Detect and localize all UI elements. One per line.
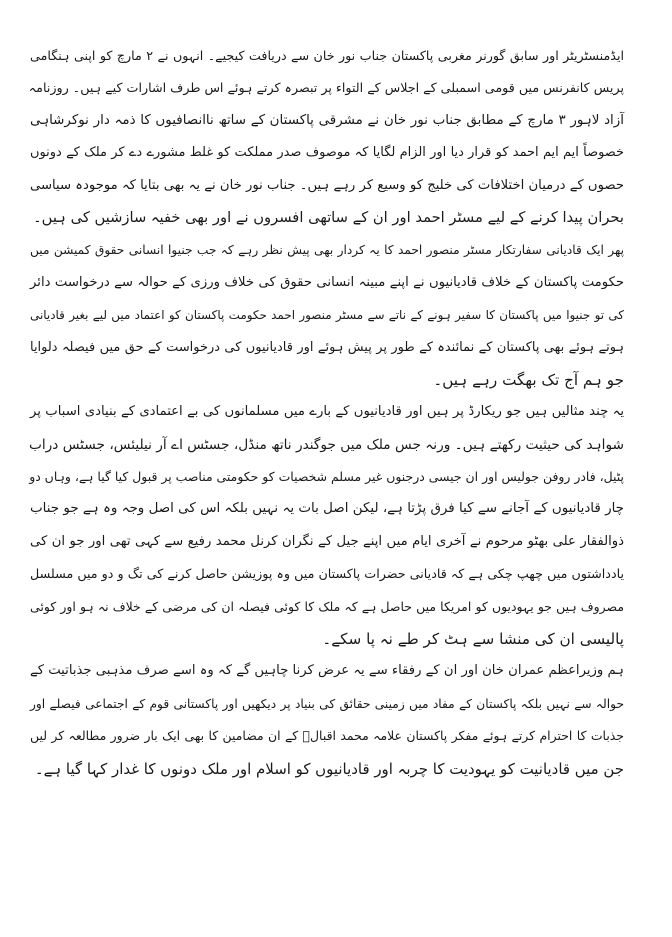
text-line: جذبات کا احترام کرتے ہوئے مفکر پاکستان علامہ محمد اقبالؒ کے ان مضامین کا بھی ایک بار ضرور مطالعہ کر لیں [30,728,624,744]
text-line: جن میں قادیانیت کو یہودیت کا چربہ اور قادیانیوں کو اسلام اور ملک دونوں کا غدار کہا گیا ہے۔ [34,759,624,778]
text-line: کی تو جنیوا میں پاکستان کا سفیر ہونے کے ناتے سے مسٹر منصور احمد حکومت پاکستان کو اعتماد میں لیے بغیر قادیانی [30,308,624,323]
text-line: حوالہ سے نہیں بلکہ پاکستان کے مفاد میں زمینی حقائق کی بنیاد پر دیکھیں اور پاکستانی قوم کے اجتماعی فیصلے اور [30,696,624,711]
text-line: شواہد کی حیثیت رکھتے ہیں۔ ورنہ جس ملک میں جوگندر ناتھ منڈل، جسٹس اے آر نیلیئس، جسٹس دراب [28,436,624,453]
text-line: جو ہم آج تک بھگت رہے ہیں۔ [433,370,624,389]
text-line: پٹیل، فادر روفن جولیس اور ان جیسی درجنوں غیر مسلم شخصیات کو حکومتی مناصب پر قبول کیا گیا ہے، وہاں دو [29,469,624,485]
text-line: پھر ایک قادیانی سفارتکار مسٹر منصور احمد کا یہ کردار بھی پیش نظر رہے کہ جب جنیوا انسانی حقوق کمیشن میں [30,243,624,258]
text-line: آزاد لاہور ۳ مارچ کے مطابق جناب نور خان نے مشرقی پاکستان کے ساتھ ناانصافیوں کا ذمہ دار نوکرشاہی [30,112,625,128]
text-line: ہوتے ہوئے بھی پاکستان کے نمائندہ کے طور پر پیش ہوئے اور قادیانیوں کی درخواست کے حق میں فیصلہ دلوایا [30,339,624,355]
text-line: ہم وزیراعظم عمران خان اور ان کے رفقاء سے یہ عرض کرنا چاہیں گے کہ وہ اسے صرف مذہبی جذباتیت کے [30,663,624,679]
paragraph-3 [30,396,624,655]
text-line: حصوں کے درمیان اختلافات کی خلیج کو وسیع کر رہے ہیں۔ جناب نور خان نے یہ بھی بتایا کہ موجودہ سیاسی [30,177,624,193]
text-line: بحران پیدا کرنے کے لیے مسٹر احمد اور ان کے ساتھی افسروں نے اور بھی خفیہ سازشیں کی ہیں۔ [33,208,624,226]
text-line: پریس کانفرنس میں قومی اسمبلی کے اجلاس کے التواء پر تبصرہ کرتے ہوئے اس طرف اشارات کیے ہیں۔ روزنامہ [28,80,624,96]
text-line: چار قادیانیوں کے آجانے سے کیا فرق پڑتا ہے، لیکن اصل بات یہ نہیں بلکہ اس کی اصل وجہ وہ ہے جو جناب [30,501,624,517]
paragraph-2 [30,234,624,396]
paragraph-4 [30,655,624,785]
text-line: مصروف ہیں جو یہودیوں کو امریکا میں حاصل ہے کہ ملک کا کوئی فیصلہ ان کی مرضی کے خلاف نہ ہو اور کوئی [30,598,624,614]
text-line: حکومت پاکستان کے خلاف قادیانیوں نے اپنے مبینہ انسانی حقوق کی خلاف ورزی کے حوالہ سے درخواست دائر [30,274,624,290]
document-page [30,40,624,785]
text-line: یادداشتوں میں چھپ چکی ہے کہ قادیانی حضرات پاکستان میں وہ پوزیشن حاصل کرنے کی تگ و دو میں مسلسل [30,566,624,582]
paragraph-1 [30,40,624,234]
text-line: پالیسی ان کی منشا سے ہٹ کر طے نہ پا سکے۔ [322,630,624,649]
text-line: یہ چند مثالیں ہیں جو ریکارڈ پر ہیں اور قادیانیوں کے بارے میں مسلمانوں کی بے اعتمادی کے بنیادی اسباب پر [30,404,624,420]
text-line: ذوالفقار علی بھٹو مرحوم نے آخری ایام میں اپنے جیل کے نگران کرنل محمد رفیع سے کہی تھی اور جو ان کی [30,533,624,549]
text-line: ایڈمنسٹریٹر اور سابق گورنر مغربی پاکستان جناب نور خان سے دریافت کیجیے۔ انہوں نے ۲ مارچ کو اپنی ہنگامی [30,48,625,63]
text-line: خصوصاً ایم ایم احمد کو قرار دیا اور الزام لگایا کہ موصوف صدر مملکت کو غلط مشورے دے کر ملک کے دونوں [30,145,624,161]
